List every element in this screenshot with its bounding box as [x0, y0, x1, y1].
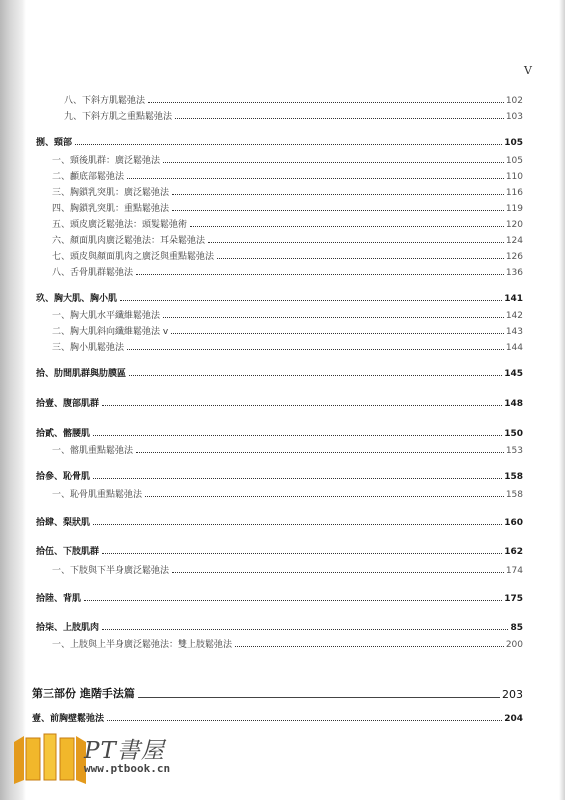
- dot-leader: [163, 317, 504, 318]
- dot-leader: [208, 242, 504, 243]
- toc-entry-page: 110: [505, 172, 523, 182]
- dot-leader: [84, 600, 502, 601]
- toc-entry[interactable]: [0, 339, 565, 353]
- toc-section-entry[interactable]: [0, 365, 565, 379]
- dot-leader: [136, 274, 504, 275]
- toc-entry-label: 九、下斜方肌之重點鬆弛法: [64, 112, 173, 122]
- toc-entry[interactable]: [0, 216, 565, 230]
- toc-entry-label: 八、舌骨肌群鬆弛法: [52, 268, 134, 278]
- toc-entry-label: 拾柒、上肢肌肉: [36, 623, 100, 633]
- toc-entry-label: 六、顏面肌肉廣泛鬆弛法：耳朵鬆弛法: [52, 236, 206, 246]
- toc-entry-page: 153: [505, 446, 523, 456]
- toc-section-entry[interactable]: [0, 514, 565, 528]
- toc-entry-label: 五、頭皮廣泛鬆弛法：頭髮鬆弛術: [52, 220, 188, 230]
- toc-entry[interactable]: [0, 232, 565, 246]
- dot-leader: [163, 162, 504, 163]
- dot-leader: [127, 178, 504, 179]
- dot-leader: [175, 118, 504, 119]
- dot-leader: [172, 194, 504, 195]
- toc-entry-page: 174: [505, 566, 523, 576]
- toc-section-entry[interactable]: [0, 468, 565, 482]
- toc-entry[interactable]: [0, 108, 565, 122]
- toc-entry[interactable]: [0, 307, 565, 321]
- toc-section-entry[interactable]: [0, 134, 565, 148]
- dot-leader: [120, 300, 502, 301]
- dot-leader: [148, 102, 504, 103]
- toc-entry-page: 126: [505, 252, 523, 262]
- watermark-brand: PT書屋: [84, 738, 165, 764]
- toc-entry-label: 一、下肢與下半身廣泛鬆弛法: [52, 566, 170, 576]
- toc-entry[interactable]: [0, 442, 565, 456]
- toc-entry-label: 拾伍、下肢肌群: [36, 547, 100, 557]
- dot-leader: [93, 524, 502, 525]
- toc-entry-page: 160: [504, 518, 523, 528]
- toc-entry-label: 三、胸小肌鬆弛法: [52, 343, 125, 353]
- dot-leader: [136, 452, 504, 453]
- toc-entry-page: 144: [505, 343, 523, 353]
- toc-entry-label: 拾陸、背肌: [36, 594, 82, 604]
- toc-entry[interactable]: [0, 152, 565, 166]
- dot-leader: [145, 496, 504, 497]
- toc-part-entry[interactable]: [0, 685, 565, 701]
- page-number: V: [524, 64, 532, 77]
- toc-entry-label: 七、頭皮與顏面肌肉之廣泛與重點鬆弛法: [52, 252, 215, 262]
- solid-leader: [138, 697, 500, 698]
- toc-section-entry[interactable]: [0, 543, 565, 557]
- dot-leader: [93, 478, 502, 479]
- dot-leader: [171, 333, 504, 334]
- toc-entry[interactable]: [0, 486, 565, 500]
- toc-entry-label: 拾壹、腹部肌群: [36, 399, 100, 409]
- toc-entry-page: 158: [504, 472, 523, 482]
- toc-entry-page: 116: [505, 188, 523, 198]
- watermark-url: www.ptbook.cn: [84, 762, 171, 775]
- dot-leader: [107, 720, 502, 721]
- toc-entry-label: 四、胸鎖乳突肌：重點鬆弛法: [52, 204, 170, 214]
- toc-entry[interactable]: [0, 92, 565, 106]
- toc-entry-page: 158: [505, 490, 523, 500]
- toc-entry[interactable]: [0, 248, 565, 262]
- toc-section-entry[interactable]: [0, 710, 565, 724]
- toc-part-label: 第三部份 進階手法篇: [32, 687, 135, 700]
- toc-entry-page: 124: [505, 236, 523, 246]
- toc-section-entry[interactable]: [0, 619, 565, 633]
- toc-entry-label: 一、胸大肌水平纖維鬆弛法: [52, 311, 161, 321]
- toc-entry-page: 120: [505, 220, 523, 230]
- toc-entry-label: 一、恥骨肌重點鬆弛法: [52, 490, 143, 500]
- toc-entry-page: 105: [505, 156, 523, 166]
- toc-entry-label: 壹、前胸壁鬆弛法: [32, 714, 105, 724]
- dot-leader: [129, 375, 502, 376]
- toc-entry-label: 三、胸鎖乳突肌：廣泛鬆弛法: [52, 188, 170, 198]
- dot-leader: [172, 572, 504, 573]
- toc-entry-page: 102: [505, 96, 523, 106]
- toc-entry-page: 175: [504, 594, 523, 604]
- toc-section-entry[interactable]: [0, 395, 565, 409]
- toc-entry-page: 162: [504, 547, 523, 557]
- toc-entry-page: 150: [504, 429, 523, 439]
- toc-entry-page: 142: [505, 311, 523, 321]
- toc-entry-label: 拾、肋間肌群與肋膜區: [36, 369, 127, 379]
- toc-entry-page: 103: [505, 112, 523, 122]
- dot-leader: [127, 349, 504, 350]
- toc-entry[interactable]: [0, 636, 565, 650]
- toc-entry-page: 203: [502, 688, 523, 701]
- toc-entry[interactable]: [0, 168, 565, 182]
- toc-entry[interactable]: [0, 184, 565, 198]
- toc-entry-page: 200: [505, 640, 523, 650]
- toc-entry-page: 85: [510, 623, 523, 633]
- toc-entry-page: 204: [504, 714, 523, 724]
- toc-entry-label: 捌、頸部: [36, 138, 73, 148]
- toc-entry-label: 一、上肢與上半身廣泛鬆弛法：雙上肢鬆弛法: [52, 640, 233, 650]
- toc-entry-page: 148: [504, 399, 523, 409]
- toc-section-entry[interactable]: [0, 425, 565, 439]
- dot-leader: [93, 435, 502, 436]
- dot-leader: [102, 405, 502, 406]
- toc-entry-label: 一、髂肌重點鬆弛法: [52, 446, 134, 456]
- dot-leader: [172, 210, 504, 211]
- toc-entry-label: 二、胸大肌斜向纖維鬆弛法 v: [52, 327, 169, 337]
- dot-leader: [75, 144, 502, 145]
- dot-leader: [235, 646, 504, 647]
- toc-entry-page: 143: [505, 327, 523, 337]
- toc-entry-label: 二、顱底部鬆弛法: [52, 172, 125, 182]
- toc-entry-label: 拾參、恥骨肌: [36, 472, 91, 482]
- dot-leader: [102, 629, 508, 630]
- toc-entry[interactable]: [0, 562, 565, 576]
- toc-entry-page: 105: [504, 138, 523, 148]
- toc-entry[interactable]: [0, 200, 565, 214]
- toc-entry-page: 136: [505, 268, 523, 278]
- dot-leader: [190, 226, 504, 227]
- dot-leader: [102, 553, 502, 554]
- toc-entry-page: 119: [505, 204, 523, 214]
- toc-entry-page: 141: [504, 294, 523, 304]
- toc-entry[interactable]: [0, 323, 565, 337]
- dot-leader: [217, 258, 504, 259]
- toc-entry-label: 玖、胸大肌、胸小肌: [36, 294, 118, 304]
- toc-entry-page: 145: [504, 369, 523, 379]
- toc-entry-label: 八、下斜方肌鬆弛法: [64, 96, 146, 106]
- toc-entry[interactable]: [0, 264, 565, 278]
- toc-entry-label: 拾貳、髂腰肌: [36, 429, 91, 439]
- toc-section-entry[interactable]: [0, 290, 565, 304]
- toc-entry-label: 一、頸後肌群：廣泛鬆弛法: [52, 156, 161, 166]
- toc-entry-label: 拾肆、梨狀肌: [36, 518, 91, 528]
- toc-section-entry[interactable]: [0, 590, 565, 604]
